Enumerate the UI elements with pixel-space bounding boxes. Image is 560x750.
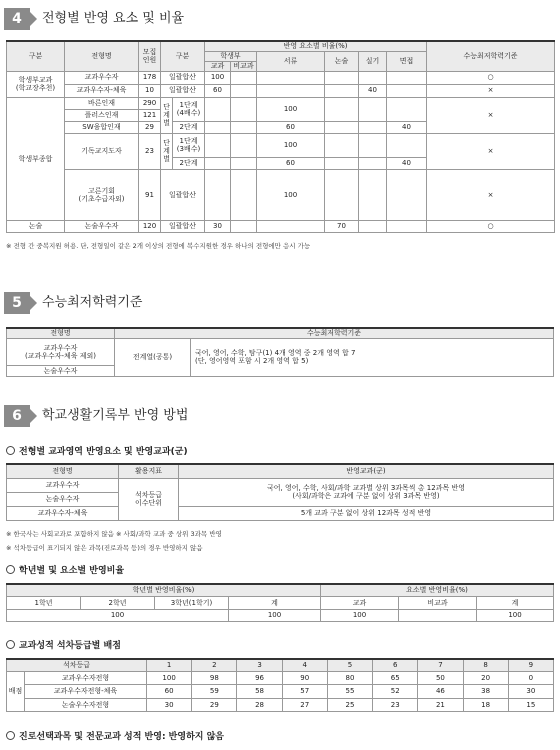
header-name: 전형명	[65, 41, 139, 71]
group-gyogwa: 학생부교과 (학교장추천)	[7, 71, 65, 97]
score-cell: 23	[373, 698, 418, 711]
row-essay: 70	[325, 221, 359, 233]
grade-col: 7	[418, 659, 463, 671]
row-interview: 40	[387, 157, 427, 169]
row-name: 교과우수자	[7, 478, 119, 492]
col-year2: 2학년	[81, 597, 155, 610]
stage-2: 2단계	[173, 121, 205, 133]
year-ratio-table	[6, 583, 554, 622]
score-cell: 57	[282, 685, 327, 698]
row-docs: 60	[257, 157, 325, 169]
row-index: 석차등급 이수단위	[119, 478, 179, 520]
header-minimum: 수능최저학력기준	[427, 41, 555, 71]
score-cell: 59	[192, 685, 237, 698]
row-name: 플러스인재	[65, 109, 139, 121]
row-name: 기독교지도자	[65, 133, 139, 169]
col-element-sum: 계	[477, 597, 554, 610]
value-year-sum: 100	[229, 609, 321, 622]
header-year-ratio: 학년별 반영비율(%)	[7, 584, 321, 597]
group-essay: 논술	[7, 221, 65, 233]
header-record-nonsubject: 비교과	[231, 61, 257, 71]
score-cell: 29	[192, 698, 237, 711]
note-multiple-application: ※ 전형 간 중복지원 허용. 단, 전형일이 같은 2개 이상의 전형에 복수지원한 경우 하나의 전형에만 응시 가능	[6, 242, 311, 250]
row-name: 교과우수자 (교과우수자-체육 제외)	[7, 338, 115, 365]
header-criteria: 수능최저학력기준	[115, 328, 554, 338]
score-cell: 0	[508, 671, 553, 684]
header-record: 학생부	[205, 51, 257, 61]
score-cell: 25	[327, 698, 372, 711]
side-label: 배점	[7, 671, 25, 711]
score-cell: 20	[463, 671, 508, 684]
row-record: 100	[205, 71, 231, 84]
header-index: 활용지표	[119, 464, 179, 478]
row-selection: 일괄합산	[161, 169, 205, 221]
score-cell: 96	[237, 671, 282, 684]
header-subjects: 반영교과(군)	[179, 464, 554, 478]
grade-col: 9	[508, 659, 553, 671]
row-docs: 60	[257, 121, 325, 133]
score-cell: 15	[508, 698, 553, 711]
section-number-badge: 5	[4, 292, 30, 314]
csat-minimum-table	[6, 327, 554, 377]
score-cell: 30	[147, 698, 192, 711]
score-cell: 30	[508, 685, 553, 698]
row-quota: 10	[139, 84, 161, 97]
header-essay: 논술	[325, 51, 359, 71]
row-name: 교과우수자-체육	[7, 506, 119, 520]
col-nonsubject: 비교과	[399, 597, 477, 610]
row-docs: 100	[257, 169, 325, 221]
score-cell: 38	[463, 685, 508, 698]
group-jonghap: 학생부종합	[7, 97, 65, 221]
stage-2: 2단계	[173, 157, 205, 169]
header-selection: 구분	[161, 41, 205, 71]
circle-bullet-icon	[6, 640, 15, 649]
section-number-badge: 4	[4, 8, 30, 30]
stage-1: 1단계 (4배수)	[173, 97, 205, 121]
subsection-title: 전형별 교과영역 반영요소 및 반영교과(군)	[6, 444, 188, 457]
score-cell: 27	[282, 698, 327, 711]
subsection-title: 학년별 및 요소별 반영비율	[6, 563, 124, 576]
row-selection: 일괄합산	[161, 84, 205, 97]
stage-1: 1단계 (3배수)	[173, 133, 205, 157]
row-selection: 일괄합산	[161, 221, 205, 233]
subsection-title: 진로선택과목 및 전문교과 성적 반영: 반영하지 않음	[6, 729, 224, 742]
row-record: 60	[205, 84, 231, 97]
score-cell: 55	[327, 685, 372, 698]
row-selection: 일괄합산	[161, 71, 205, 84]
row-record: 30	[205, 221, 231, 233]
score-cell: 100	[147, 671, 192, 684]
row-quota: 121	[139, 109, 161, 121]
score-cell: 52	[373, 685, 418, 698]
stage-label: 단 계 별	[161, 133, 173, 169]
section-number-badge: 6	[4, 405, 30, 427]
row-quota: 178	[139, 71, 161, 84]
section-title: 전형별 반영 요소 및 비율	[42, 11, 185, 26]
row-subjects: 5개 교과 구분 없이 상위 12과목 성적 반영	[179, 506, 554, 520]
selection-ratio-table	[6, 40, 555, 233]
row-interview: 40	[387, 121, 427, 133]
header-grade: 석차등급	[7, 659, 147, 671]
row-minimum: ×	[427, 97, 555, 133]
header-name: 전형명	[7, 328, 115, 338]
grade-col: 3	[237, 659, 282, 671]
row-name: 교과우수자전형-체육	[25, 685, 147, 698]
note-unranked: ※ 석차등급이 표기되지 않은 과목(진로과목 등)의 경우 반영하지 않음	[6, 544, 203, 552]
stage-label: 단 계 별	[161, 97, 173, 133]
row-name: 바른인재	[65, 97, 139, 109]
score-cell: 90	[282, 671, 327, 684]
section-title: 수능최저학력기준	[42, 295, 143, 310]
value-year: 100	[7, 609, 229, 622]
col-year-sum: 계	[229, 597, 321, 610]
row-name: 논술우수자	[7, 365, 115, 376]
col-year1: 1학년	[7, 597, 81, 610]
header-quota: 모집 인원	[139, 41, 161, 71]
row-docs: 100	[257, 133, 325, 157]
header-record-subject: 교과	[205, 61, 231, 71]
score-cell: 80	[327, 671, 372, 684]
row-minimum: ○	[427, 221, 555, 233]
circle-bullet-icon	[6, 446, 15, 455]
header-practical: 실기	[359, 51, 387, 71]
grade-col: 2	[192, 659, 237, 671]
header-element-ratio: 요소별 반영비율(%)	[321, 584, 554, 597]
row-minimum: ○	[427, 71, 555, 84]
col-subject: 교과	[321, 597, 399, 610]
circle-bullet-icon	[6, 565, 15, 574]
grade-col: 8	[463, 659, 508, 671]
score-cell: 21	[418, 698, 463, 711]
row-name: 교과우수자	[65, 71, 139, 84]
row-name: 교과우수자-체육	[65, 84, 139, 97]
row-quota: 23	[139, 133, 161, 169]
note-history: ※ 한국사는 사회교과로 포함하지 않음 ※ 사회/과학 교과 중 상위 3과목 반영	[6, 530, 222, 538]
row-minimum: ×	[427, 133, 555, 169]
row-name: SW융합인재	[65, 121, 139, 133]
row-track: 전계열(공통)	[115, 338, 191, 376]
score-cell: 46	[418, 685, 463, 698]
score-cell: 18	[463, 698, 508, 711]
header-type: 구분	[7, 41, 65, 71]
header-docs: 서류	[257, 51, 325, 71]
subject-area-table	[6, 463, 554, 521]
row-practical: 40	[359, 84, 387, 97]
row-quota: 290	[139, 97, 161, 109]
row-minimum: ×	[427, 169, 555, 221]
row-criteria: 국어, 영어, 수학, 탐구(1) 4개 영역 중 2개 영역 합 7 (단, 영어영역 포함 시 2개 영역 합 5)	[191, 338, 554, 376]
value-subject: 100	[321, 609, 399, 622]
section-title: 학교생활기록부 반영 방법	[42, 408, 189, 423]
header-interview: 면접	[387, 51, 427, 71]
row-minimum: ×	[427, 84, 555, 97]
circle-bullet-icon	[6, 731, 15, 740]
score-cell: 28	[237, 698, 282, 711]
col-year3: 3학년(1학기)	[155, 597, 229, 610]
score-cell: 98	[192, 671, 237, 684]
grade-score-table	[6, 658, 554, 712]
value-element-sum: 100	[477, 609, 554, 622]
header-ratio: 반영 요소별 비율(%)	[205, 41, 427, 51]
row-name: 교과우수자전형	[25, 671, 147, 684]
grade-col: 6	[373, 659, 418, 671]
grade-col: 1	[147, 659, 192, 671]
row-docs: 100	[257, 97, 325, 121]
row-name: 논술우수자	[65, 221, 139, 233]
grade-col: 5	[327, 659, 372, 671]
subsection-title: 교과성적 석차등급별 배점	[6, 638, 121, 651]
row-quota: 120	[139, 221, 161, 233]
score-cell: 60	[147, 685, 192, 698]
header-name: 전형명	[7, 464, 119, 478]
row-name: 고른기회 (기초수급자외)	[65, 169, 139, 221]
row-name: 논술우수자전형	[25, 698, 147, 711]
score-cell: 50	[418, 671, 463, 684]
row-quota: 91	[139, 169, 161, 221]
row-quota: 29	[139, 121, 161, 133]
score-cell: 65	[373, 671, 418, 684]
row-subjects: 국어, 영어, 수학, 사회/과학 교과별 상위 3과목씩 총 12과목 반영 (사회/과학은 교과에 구분 없이 상위 3과목 반영)	[179, 478, 554, 506]
grade-col: 4	[282, 659, 327, 671]
score-cell: 58	[237, 685, 282, 698]
row-name: 논술우수자	[7, 492, 119, 506]
